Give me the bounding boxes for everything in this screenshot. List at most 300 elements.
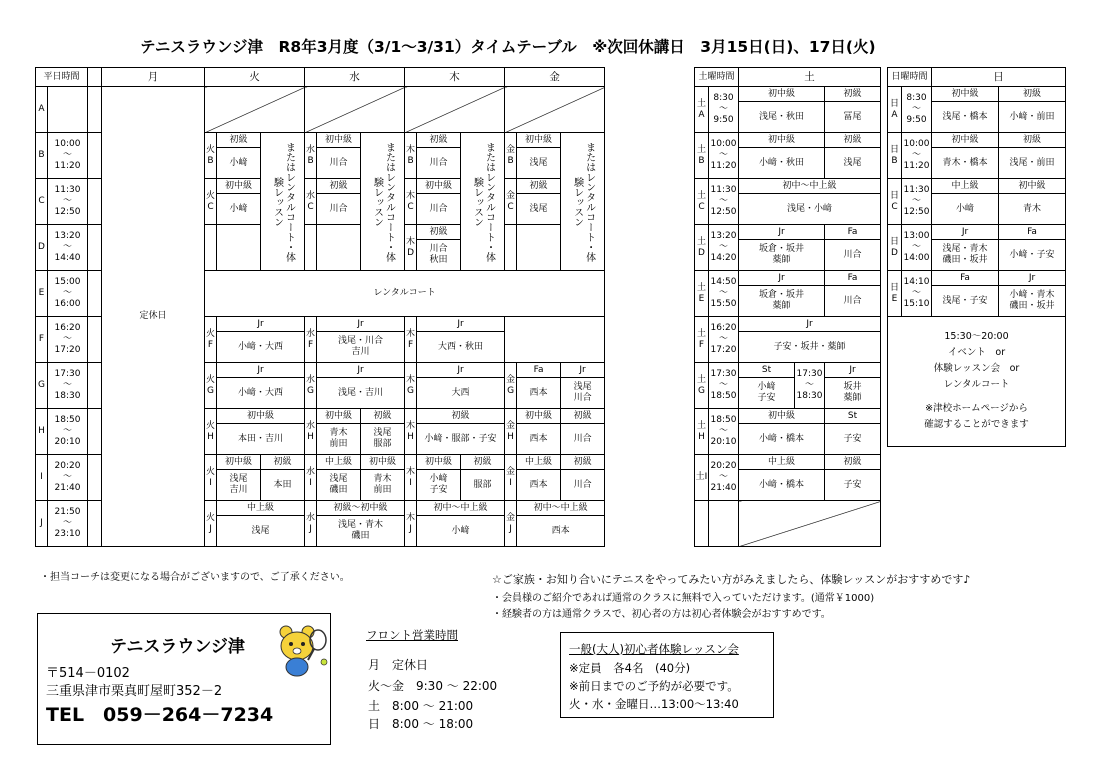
slot-time xyxy=(48,271,88,317)
class-cell xyxy=(217,501,305,547)
time-end: 16:00 xyxy=(54,299,81,309)
class-level: Jr xyxy=(739,317,880,332)
class-cell xyxy=(825,455,881,501)
time-end: 21:40 xyxy=(710,483,737,493)
class-coach: 浅尾・青木 磯田・坂井 xyxy=(942,244,988,265)
empty xyxy=(317,225,361,271)
class-coach: 浅尾・子安 xyxy=(942,295,988,306)
sun-event-row xyxy=(888,317,1066,447)
class-code: 水G xyxy=(305,363,317,409)
shop-address: 三重県津市栗真町屋町352－2 xyxy=(46,684,223,699)
slot-time xyxy=(709,455,739,501)
slot-time xyxy=(709,133,739,179)
class-code: 木D xyxy=(405,225,417,271)
class-code: 火C xyxy=(205,179,217,225)
class-code: 木G xyxy=(405,363,417,409)
sun-row xyxy=(888,87,1066,133)
time-end: 23:10 xyxy=(54,529,81,539)
class-code: 土E xyxy=(695,271,709,317)
slot-time xyxy=(48,455,88,501)
class-coach: 浅尾・川合 吉川 xyxy=(338,336,384,357)
slot-key: A xyxy=(36,87,48,133)
class-cell xyxy=(361,455,405,501)
time-tilde: ～ xyxy=(912,104,922,114)
class-coach: 川合 xyxy=(843,295,862,306)
class-cell xyxy=(739,225,825,271)
spacer xyxy=(88,317,102,363)
class-cell xyxy=(217,409,305,455)
class-level: Jr xyxy=(317,363,404,378)
time-end: 14:40 xyxy=(54,253,81,263)
class-cell xyxy=(317,363,405,409)
class-code: 日D xyxy=(888,225,902,271)
time-end: 9:50 xyxy=(906,115,927,125)
class-coach: 川合 秋田 xyxy=(429,244,448,265)
class-code: 木H xyxy=(405,409,417,455)
class-cell xyxy=(825,87,881,133)
slot-time xyxy=(709,363,739,409)
class-coach: 小﨑 xyxy=(451,525,470,536)
time-tilde: ～ xyxy=(63,150,73,160)
class-level: 初級 xyxy=(461,455,504,470)
class-level: 初級 xyxy=(825,133,880,148)
class-coach: 浅尾・橋本 xyxy=(942,111,988,122)
class-code: 土H xyxy=(695,409,709,455)
class-level: 初級 xyxy=(561,455,604,470)
class-level: 初中級 xyxy=(739,133,824,148)
class-level: Jr xyxy=(825,363,880,378)
class-code: 火G xyxy=(205,363,217,409)
class-level: Jr xyxy=(932,225,998,240)
class-coach: 服部 xyxy=(473,479,492,490)
class-coach: 坂倉・坂井 薬師 xyxy=(759,290,805,311)
spacer xyxy=(88,409,102,455)
class-cell xyxy=(517,363,561,409)
day-header-sat: 土 xyxy=(739,68,881,87)
sat-row xyxy=(695,271,881,317)
class-coach: 小﨑・秋田 xyxy=(759,157,805,168)
class-cell xyxy=(739,87,825,133)
class-cell xyxy=(217,133,261,179)
class-code: 日A xyxy=(888,87,902,133)
time-start: 16:20 xyxy=(710,323,737,333)
rental-or-trial-text: またはレンタルコート・体験レッスン xyxy=(471,141,495,262)
class-coach: 小﨑・前田 xyxy=(1009,111,1055,122)
time-tilde: ～ xyxy=(719,242,729,252)
time-end: 20:10 xyxy=(54,437,81,447)
time-start: 17:30 xyxy=(710,369,737,379)
class-coach: 浅尾 xyxy=(529,203,548,214)
class-code: 日E xyxy=(888,271,902,317)
empty xyxy=(709,501,739,547)
sun-row xyxy=(888,225,1066,271)
class-coach: 子安・坂井・薬師 xyxy=(773,341,846,352)
class-cell xyxy=(317,179,361,225)
class-cell xyxy=(999,133,1066,179)
class-code: 水B xyxy=(305,133,317,179)
sat-row xyxy=(695,133,881,179)
class-level: 初中級 xyxy=(932,133,998,148)
class-coach: 小﨑・橋本 xyxy=(759,433,805,444)
time-tilde: ～ xyxy=(63,288,73,298)
time-start: 8:30 xyxy=(906,93,927,103)
time-tilde: ～ xyxy=(719,380,729,390)
time-end: 14:00 xyxy=(903,253,930,263)
slot-key: B xyxy=(36,133,48,179)
class-code: 土G xyxy=(695,363,709,409)
class-level: 初級 xyxy=(261,455,304,470)
class-coach: 小﨑 子安 xyxy=(757,382,776,403)
time-start: 16:20 xyxy=(54,323,81,333)
rental-or-trial-text: またはレンタルコート・体験レッスン xyxy=(571,141,595,262)
class-coach: 西本 xyxy=(529,479,548,490)
class-cell xyxy=(217,179,261,225)
empty-slot-tue xyxy=(205,87,305,133)
class-cell xyxy=(999,87,1066,133)
class-code: 火I xyxy=(205,455,217,501)
class-coach: 青木 前田 xyxy=(373,474,392,495)
class-coach: 浅尾・青木 磯田 xyxy=(338,520,384,541)
time-start: 20:20 xyxy=(54,461,81,471)
slot-row-a xyxy=(36,87,705,133)
class-coach: 青木 前田 xyxy=(329,428,348,449)
class-coach: 坂井 薬師 xyxy=(843,382,862,403)
class-coach: 川合 xyxy=(573,433,592,444)
class-coach: 西本 xyxy=(529,387,548,398)
rental-or-trial-fri xyxy=(561,133,605,271)
day-header-sun: 日 xyxy=(932,68,1066,87)
class-level: 初中級 xyxy=(417,179,460,194)
class-cell xyxy=(261,455,305,501)
class-cell xyxy=(825,133,881,179)
time-tilde: ～ xyxy=(719,150,729,160)
rental-or-trial-text: またはレンタルコート・体験レッスン xyxy=(371,141,395,262)
empty xyxy=(217,225,261,271)
time-tilde: ～ xyxy=(805,380,815,390)
class-code: 火J xyxy=(205,501,217,547)
class-cell xyxy=(561,409,605,455)
class-code: 金I xyxy=(505,455,517,501)
time-end: 12:50 xyxy=(903,207,930,217)
class-level: 中上級 xyxy=(217,501,304,516)
class-level: 初級 xyxy=(999,133,1065,148)
slot-time xyxy=(48,363,88,409)
class-coach: 小﨑・大西 xyxy=(238,341,284,352)
empty-slot xyxy=(739,501,881,547)
class-cell xyxy=(317,409,361,455)
sat-row-empty xyxy=(695,501,881,547)
class-code: 土I xyxy=(695,455,709,501)
class-cell xyxy=(317,317,405,363)
class-cell xyxy=(417,363,505,409)
front-hours-sun: 日 8:00 ～ 18:00 xyxy=(368,717,474,731)
slot-time xyxy=(48,409,88,455)
time-start: 18:50 xyxy=(54,415,81,425)
class-coach: 本田・吉川 xyxy=(238,433,284,444)
time-tilde: ～ xyxy=(912,242,922,252)
class-level: 初級 xyxy=(417,409,504,424)
class-level: 初中～中上級 xyxy=(417,501,504,516)
time-tilde: ～ xyxy=(912,196,922,206)
rental-or-trial-thu xyxy=(461,133,505,271)
slot-time xyxy=(48,179,88,225)
time-tilde: ～ xyxy=(63,334,73,344)
class-coach: 青木・橋本 xyxy=(942,157,988,168)
rental-or-trial-tue xyxy=(261,133,305,271)
shop-name: テニスラウンジ津 xyxy=(110,637,245,657)
class-code: 土B xyxy=(695,133,709,179)
class-cell xyxy=(825,409,881,455)
spacer xyxy=(88,133,102,179)
class-cell xyxy=(932,87,999,133)
class-level: 初級 xyxy=(517,179,560,194)
trial-reservation: ※前日までのご予約が必要です。 xyxy=(569,679,739,693)
class-cell xyxy=(417,409,505,455)
time-start: 11:30 xyxy=(54,185,81,195)
class-coach: 浅尾 xyxy=(843,157,862,168)
empty-slot xyxy=(505,317,605,363)
slot-time xyxy=(48,133,88,179)
class-coach: 大西・秋田 xyxy=(438,341,484,352)
class-cell xyxy=(417,225,461,271)
slot-key: C xyxy=(36,179,48,225)
class-cell xyxy=(417,317,505,363)
class-code: 火H xyxy=(205,409,217,455)
class-cell xyxy=(317,455,361,501)
time-tilde: ～ xyxy=(719,288,729,298)
class-level: Jr xyxy=(561,363,604,378)
class-cell xyxy=(739,133,825,179)
spacer xyxy=(88,271,102,317)
time-end: 14:20 xyxy=(710,253,737,263)
empty xyxy=(205,225,217,271)
class-level: 初中級 xyxy=(517,409,560,424)
class-cell xyxy=(739,455,825,501)
weekday-timetable xyxy=(35,67,705,547)
class-level: 初中級 xyxy=(217,409,304,424)
class-coach: 小﨑 xyxy=(956,203,975,214)
class-coach: 小﨑・橋本 xyxy=(759,479,805,490)
class-cell xyxy=(825,271,881,317)
class-level: 初級 xyxy=(417,225,460,240)
time-end: 18:30 xyxy=(796,391,823,401)
class-coach: 川合 xyxy=(329,157,348,168)
class-level: 初級 xyxy=(417,133,460,148)
class-coach: 浅尾 磯田 xyxy=(329,474,348,495)
time-end: 15:10 xyxy=(903,299,930,309)
class-coach: 浅尾 吉川 xyxy=(229,474,248,495)
class-level: 初級 xyxy=(825,455,880,470)
class-coach: 浅尾 服部 xyxy=(373,428,392,449)
time-start: 18:50 xyxy=(710,415,737,425)
monday-closed: 定休日 xyxy=(102,87,205,547)
event-line: ※津校ホームページから xyxy=(925,403,1028,414)
slot-time xyxy=(709,225,739,271)
class-coach: 西本 xyxy=(551,525,570,536)
trial-lesson-box xyxy=(560,632,774,718)
class-level: 初中～中上級 xyxy=(517,501,604,516)
class-coach: 浅尾・小﨑 xyxy=(787,203,833,214)
time-start: 10:00 xyxy=(903,139,930,149)
class-level: Jr xyxy=(317,317,404,332)
class-cell xyxy=(999,225,1066,271)
class-coach: 浅尾 川合 xyxy=(573,382,592,403)
class-coach: 冨尾 xyxy=(843,111,862,122)
time-start: 15:00 xyxy=(54,277,81,287)
event-line: レンタルコート xyxy=(943,379,1010,390)
day-header-mon: 月 xyxy=(102,68,205,87)
slot-time xyxy=(902,271,932,317)
sat-row xyxy=(695,87,881,133)
shop-zip: 〒514－0102 xyxy=(46,666,130,681)
class-level: Fa xyxy=(825,225,880,240)
class-cell xyxy=(517,409,561,455)
class-code: 木C xyxy=(405,179,417,225)
time-start: 8:30 xyxy=(713,93,734,103)
sun-row xyxy=(888,271,1066,317)
header-row xyxy=(888,68,1066,87)
class-cell xyxy=(417,179,461,225)
class-coach: 川合 xyxy=(329,203,348,214)
time-end: 21:40 xyxy=(54,483,81,493)
class-level: Jr xyxy=(417,363,504,378)
slot-time xyxy=(48,225,88,271)
time-tilde: ～ xyxy=(719,334,729,344)
saturday-timetable xyxy=(694,67,881,547)
class-coach: 川合 xyxy=(429,203,448,214)
sat-row xyxy=(695,317,881,363)
time-tilde: ～ xyxy=(63,518,73,528)
spacer xyxy=(88,501,102,547)
class-code: 土C xyxy=(695,179,709,225)
class-coach: 小﨑・大西 xyxy=(238,387,284,398)
time-start: 10:00 xyxy=(710,139,737,149)
rental-or-trial-wed xyxy=(361,133,405,271)
empty-slot-thu xyxy=(405,87,505,133)
class-level: Fa xyxy=(825,271,880,286)
class-cell xyxy=(417,501,505,547)
class-level: Jr xyxy=(217,317,304,332)
time-start: 11:30 xyxy=(710,185,737,195)
spacer xyxy=(88,455,102,501)
day-header-fri: 金 xyxy=(505,68,605,87)
empty-slot-fri xyxy=(505,87,605,133)
saturday-time-header: 土曜時間 xyxy=(695,68,739,87)
day-header-thu: 木 xyxy=(405,68,505,87)
class-code: 水I xyxy=(305,455,317,501)
spacer xyxy=(88,225,102,271)
slot-time xyxy=(48,317,88,363)
slot-key: I xyxy=(36,455,48,501)
sun-row xyxy=(888,133,1066,179)
time-tilde: ～ xyxy=(719,472,729,482)
time-end: 20:10 xyxy=(710,437,737,447)
class-cell xyxy=(217,363,305,409)
front-hours-tue-fri: 火～金 9:30 ～ 22:00 xyxy=(368,679,498,693)
class-coach: 大西 xyxy=(451,387,470,398)
class-level: 初中級 xyxy=(217,455,260,470)
class-level: 初級 xyxy=(361,409,404,424)
time-end: 12:50 xyxy=(710,207,737,217)
class-coach: 浅尾 xyxy=(251,525,270,536)
sat-row xyxy=(695,455,881,501)
time-end: 15:50 xyxy=(710,299,737,309)
referral-note: ・会員様のご紹介であれば通常のクラスに無料で入っていただけます。(通常￥1000) xyxy=(492,593,875,604)
class-coach: 子安 xyxy=(843,479,862,490)
class-cell xyxy=(361,409,405,455)
class-coach: 小﨑 xyxy=(229,203,248,214)
class-code: 土D xyxy=(695,225,709,271)
class-coach: 浅尾・吉川 xyxy=(338,387,384,398)
class-coach: 小﨑・服部・子安 xyxy=(424,433,497,444)
day-header-wed: 水 xyxy=(305,68,405,87)
class-coach: 浅尾・前田 xyxy=(1009,157,1055,168)
time-tilde: ～ xyxy=(63,196,73,206)
class-coach: 小﨑・子安 xyxy=(1009,249,1055,260)
trial-title: 一般(大人)初心者体験レッスン会 xyxy=(569,642,739,656)
class-cell xyxy=(317,501,405,547)
class-level: St xyxy=(739,363,794,378)
class-code: 火F xyxy=(205,317,217,363)
class-level: 初中級 xyxy=(217,179,260,194)
time-start: 14:10 xyxy=(903,277,930,287)
empty xyxy=(305,225,317,271)
trial-capacity: ※定員 各4名 (40分) xyxy=(569,661,691,675)
class-cell xyxy=(417,455,461,501)
time-tilde: ～ xyxy=(63,426,73,436)
class-level: 初中級 xyxy=(739,87,824,102)
slot-time xyxy=(902,179,932,225)
spacer xyxy=(88,68,102,87)
time-start: 17:30 xyxy=(796,369,823,379)
class-level: Jr xyxy=(417,317,504,332)
class-code: 木F xyxy=(405,317,417,363)
class-level: 初中級 xyxy=(361,455,404,470)
time-tilde: ～ xyxy=(63,472,73,482)
class-code: 金C xyxy=(505,179,517,225)
class-code: 水C xyxy=(305,179,317,225)
shop-phone: TEL 059－264－7234 xyxy=(46,704,274,726)
slot-time xyxy=(795,363,825,409)
rental-court-row: レンタルコート xyxy=(205,271,605,317)
class-code: 日B xyxy=(888,133,902,179)
class-level: 初中～中上級 xyxy=(739,179,880,194)
time-end: 18:50 xyxy=(710,391,737,401)
class-cell xyxy=(561,363,605,409)
class-level: 初級 xyxy=(825,87,880,102)
class-code: 木B xyxy=(405,133,417,179)
class-code: 日C xyxy=(888,179,902,225)
time-end: 17:20 xyxy=(710,345,737,355)
class-level: Fa xyxy=(517,363,560,378)
class-cell xyxy=(825,363,881,409)
class-cell xyxy=(461,455,505,501)
class-code: 木I xyxy=(405,455,417,501)
class-code: 水F xyxy=(305,317,317,363)
time-start: 20:20 xyxy=(710,461,737,471)
class-level: Fa xyxy=(999,225,1065,240)
class-coach: 浅尾・秋田 xyxy=(759,111,805,122)
event-line: 体験レッスン会 or xyxy=(933,363,1020,374)
class-level: 初中級 xyxy=(317,133,360,148)
class-coach: 青木 xyxy=(1023,203,1042,214)
class-code: 土A xyxy=(695,87,709,133)
class-cell xyxy=(739,363,795,409)
time-end: 12:50 xyxy=(54,207,81,217)
time-end: 9:50 xyxy=(713,115,734,125)
slot-time xyxy=(709,87,739,133)
class-code: 水H xyxy=(305,409,317,455)
